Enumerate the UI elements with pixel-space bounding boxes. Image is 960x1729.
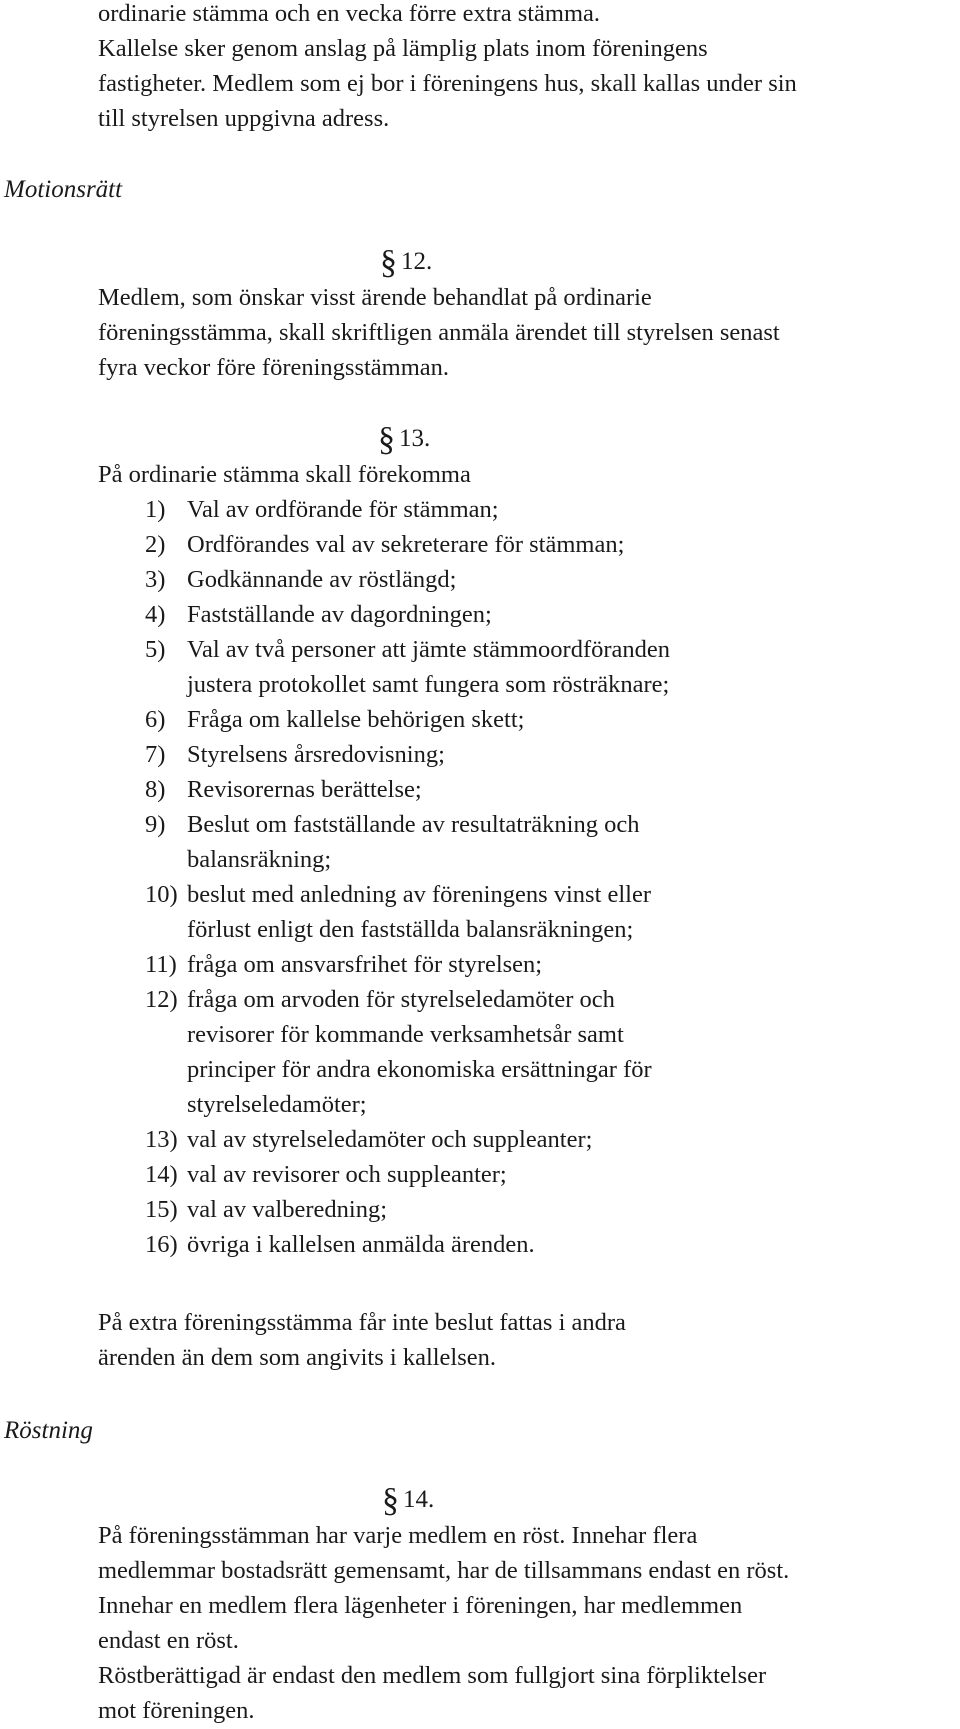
item-number: 9) bbox=[145, 811, 166, 838]
text-line: endast en röst. bbox=[98, 1627, 239, 1654]
section-sign: § bbox=[382, 1482, 399, 1519]
item-text: förlust enligt den fastställda balansräkningen; bbox=[187, 916, 634, 943]
item-text: revisorer för kommande verksamhetsår samt bbox=[187, 1021, 624, 1048]
margin-heading-motionsratt: Motionsrätt bbox=[4, 176, 123, 203]
item-text: övriga i kallelsen anmälda ärenden. bbox=[187, 1231, 535, 1258]
section-number: 12. bbox=[401, 248, 433, 275]
item-text: Ordförandes val av sekreterare för stämman; bbox=[187, 531, 625, 558]
list-item bbox=[145, 1192, 387, 1227]
section-number: 13. bbox=[399, 425, 431, 452]
item-text: Beslut om fastställande av resultaträkning och bbox=[187, 811, 640, 838]
list-item-continuation bbox=[187, 1052, 652, 1087]
list-item-continuation bbox=[187, 842, 331, 877]
text-line: mot föreningen. bbox=[98, 1697, 255, 1724]
section-13-lead: På ordinarie stämma skall förekomma bbox=[98, 461, 471, 488]
item-text: principer för andra ekonomiska ersättningar för bbox=[187, 1056, 652, 1083]
item-number: 7) bbox=[145, 741, 166, 768]
item-number: 1) bbox=[145, 496, 166, 523]
item-number: 6) bbox=[145, 706, 166, 733]
item-text: balansräkning; bbox=[187, 846, 332, 873]
list-item bbox=[145, 772, 422, 807]
section-sign: § bbox=[378, 421, 395, 458]
text-line: Innehar en medlem flera lägenheter i föreningen, har medlemmen bbox=[98, 1592, 743, 1619]
list-item bbox=[145, 737, 445, 772]
list-item-continuation bbox=[187, 1087, 367, 1122]
list-item-continuation bbox=[187, 912, 633, 947]
item-number: 5) bbox=[145, 636, 166, 663]
section-number-12 bbox=[380, 244, 432, 280]
item-text: Fråga om kallelse behörigen skett; bbox=[187, 706, 525, 733]
text-line: På extra föreningsstämma får inte beslut fattas i andra bbox=[98, 1309, 626, 1336]
list-item bbox=[145, 947, 542, 982]
item-text: fråga om arvoden för styrelseledamöter och bbox=[187, 986, 615, 1013]
item-number: 12) bbox=[145, 986, 178, 1013]
item-number: 15) bbox=[145, 1196, 178, 1223]
item-text: Fastställande av dagordningen; bbox=[187, 601, 492, 628]
section-sign: § bbox=[380, 244, 397, 281]
text-line: Röstberättigad är endast den medlem som fullgjort sina förpliktelser bbox=[98, 1662, 767, 1689]
text-line: föreningsstämma, skall skriftligen anmäla ärendet till styrelsen senast bbox=[98, 319, 780, 346]
item-number: 10) bbox=[145, 881, 178, 908]
list-item bbox=[145, 597, 492, 632]
list-item bbox=[145, 807, 639, 842]
item-text: fråga om ansvarsfrihet för styrelsen; bbox=[187, 951, 543, 978]
text-line: fyra veckor före föreningsstämman. bbox=[98, 354, 450, 381]
item-number: 11) bbox=[145, 951, 177, 978]
section-number-14 bbox=[382, 1482, 434, 1518]
text-line: fastigheter. Medlem som ej bor i föreningens hus, skall kallas under sin bbox=[98, 70, 797, 97]
item-text: beslut med anledning av föreningens vinst eller bbox=[187, 881, 652, 908]
text-line: ordinarie stämma och en vecka förre extra stämma. bbox=[98, 0, 601, 27]
item-number: 4) bbox=[145, 601, 166, 628]
item-text: styrelseledamöter; bbox=[187, 1091, 367, 1118]
list-item bbox=[145, 527, 624, 562]
list-item bbox=[145, 982, 615, 1017]
item-number: 3) bbox=[145, 566, 166, 593]
item-text: Revisorernas berättelse; bbox=[187, 776, 422, 803]
list-item bbox=[145, 1122, 592, 1157]
text-line: På föreningsstämman har varje medlem en röst. Innehar flera bbox=[98, 1522, 698, 1549]
text-line: medlemmar bostadsrätt gemensamt, har de tillsammans endast en röst. bbox=[98, 1557, 790, 1584]
list-item bbox=[145, 1157, 507, 1192]
item-number: 8) bbox=[145, 776, 166, 803]
item-text: Val av två personer att jämte stämmoordföranden bbox=[187, 636, 671, 663]
list-item-continuation bbox=[187, 667, 669, 702]
item-number: 2) bbox=[145, 531, 166, 558]
text-line: till styrelsen uppgivna adress. bbox=[98, 105, 390, 132]
item-text: val av styrelseledamöter och suppleanter; bbox=[187, 1126, 593, 1153]
list-item bbox=[145, 492, 499, 527]
text-line: ärenden än dem som angivits i kallelsen. bbox=[98, 1344, 497, 1371]
item-number: 14) bbox=[145, 1161, 178, 1188]
margin-heading-rostning: Röstning bbox=[4, 1417, 93, 1444]
list-item bbox=[145, 702, 524, 737]
item-text: val av revisorer och suppleanter; bbox=[187, 1161, 507, 1188]
item-text: Val av ordförande för stämman; bbox=[187, 496, 499, 523]
section-number: 14. bbox=[403, 1486, 435, 1513]
text-line: Kallelse sker genom anslag på lämplig plats inom föreningens bbox=[98, 35, 708, 62]
list-item bbox=[145, 632, 670, 667]
item-text: Godkännande av röstlängd; bbox=[187, 566, 457, 593]
item-text: justera protokollet samt fungera som rösträknare; bbox=[187, 671, 670, 698]
item-text: Styrelsens årsredovisning; bbox=[187, 741, 445, 768]
list-item bbox=[145, 562, 456, 597]
item-number: 13) bbox=[145, 1126, 178, 1153]
text-line: Medlem, som önskar visst ärende behandlat på ordinarie bbox=[98, 284, 652, 311]
list-item bbox=[145, 1227, 535, 1262]
section-number-13 bbox=[378, 421, 430, 457]
list-item bbox=[145, 877, 651, 912]
list-item-continuation bbox=[187, 1017, 624, 1052]
item-number: 16) bbox=[145, 1231, 178, 1258]
item-text: val av valberedning; bbox=[187, 1196, 388, 1223]
